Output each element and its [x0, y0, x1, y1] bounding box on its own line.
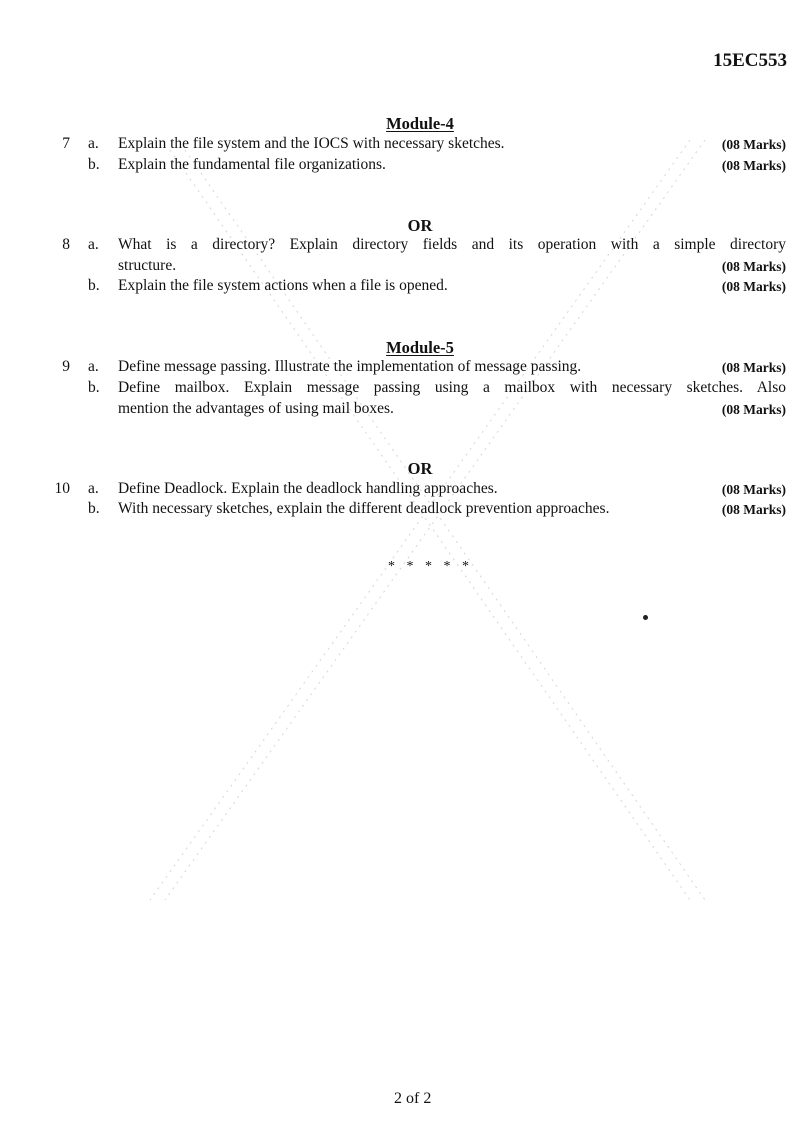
part-label-10a: a. — [88, 480, 99, 497]
part-label-7b: b. — [88, 156, 100, 173]
marks-10b: (08 Marks) — [721, 502, 786, 517]
marks-7b: (08 Marks) — [721, 158, 786, 173]
question-text-8b: Explain the file system actions when a file is opened. — [118, 277, 448, 294]
or-separator-module-5: OR — [407, 459, 433, 478]
module-5-heading: Module-5 — [386, 338, 454, 357]
page-number: 2 of 2 — [394, 1090, 432, 1107]
marks-9b: (08 Marks) — [721, 402, 786, 417]
question-number-10: 10 — [54, 480, 70, 497]
part-label-10b: b. — [88, 500, 100, 517]
question-text-8a-line2: structure. — [118, 257, 177, 274]
question-text-9b-line1: Define mailbox. Explain message passing using a mailbox with necessary sketches. Also — [118, 379, 786, 396]
part-label-7a: a. — [88, 135, 99, 152]
marks-7a: (08 Marks) — [721, 137, 786, 152]
part-label-8b: b. — [88, 277, 100, 294]
question-text-9b-line2: mention the advantages of using mail boxes. — [118, 400, 394, 417]
question-text-10b: With necessary sketches, explain the different deadlock prevention approaches. — [118, 500, 610, 517]
question-text-9a: Define message passing. Illustrate the implementation of message passing. — [118, 358, 582, 375]
question-text-7a: Explain the file system and the IOCS with necessary sketches. — [118, 135, 505, 152]
marks-8b: (08 Marks) — [721, 279, 786, 294]
or-separator-module-4: OR — [407, 216, 433, 235]
question-text-7b: Explain the fundamental file organizations. — [118, 156, 386, 173]
part-label-9b: b. — [88, 379, 100, 396]
part-label-9a: a. — [88, 358, 99, 375]
end-of-paper-marker: * * * * * — [388, 559, 473, 574]
question-number-8: 8 — [62, 236, 70, 253]
module-4-heading: Module-4 — [386, 114, 454, 133]
question-number-9: 9 — [62, 358, 70, 375]
question-text-8a-line1: What is a directory? Explain directory fields and its operation with a simple directory — [118, 236, 786, 253]
marks-9a: (08 Marks) — [721, 360, 786, 375]
question-number-7: 7 — [62, 135, 70, 152]
question-text-10a: Define Deadlock. Explain the deadlock handling approaches. — [118, 480, 498, 497]
ink-dot — [643, 615, 648, 620]
marks-10a: (08 Marks) — [721, 482, 786, 497]
subject-code: 15EC553 — [713, 50, 787, 71]
part-label-8a: a. — [88, 236, 99, 253]
marks-8a: (08 Marks) — [721, 259, 786, 274]
